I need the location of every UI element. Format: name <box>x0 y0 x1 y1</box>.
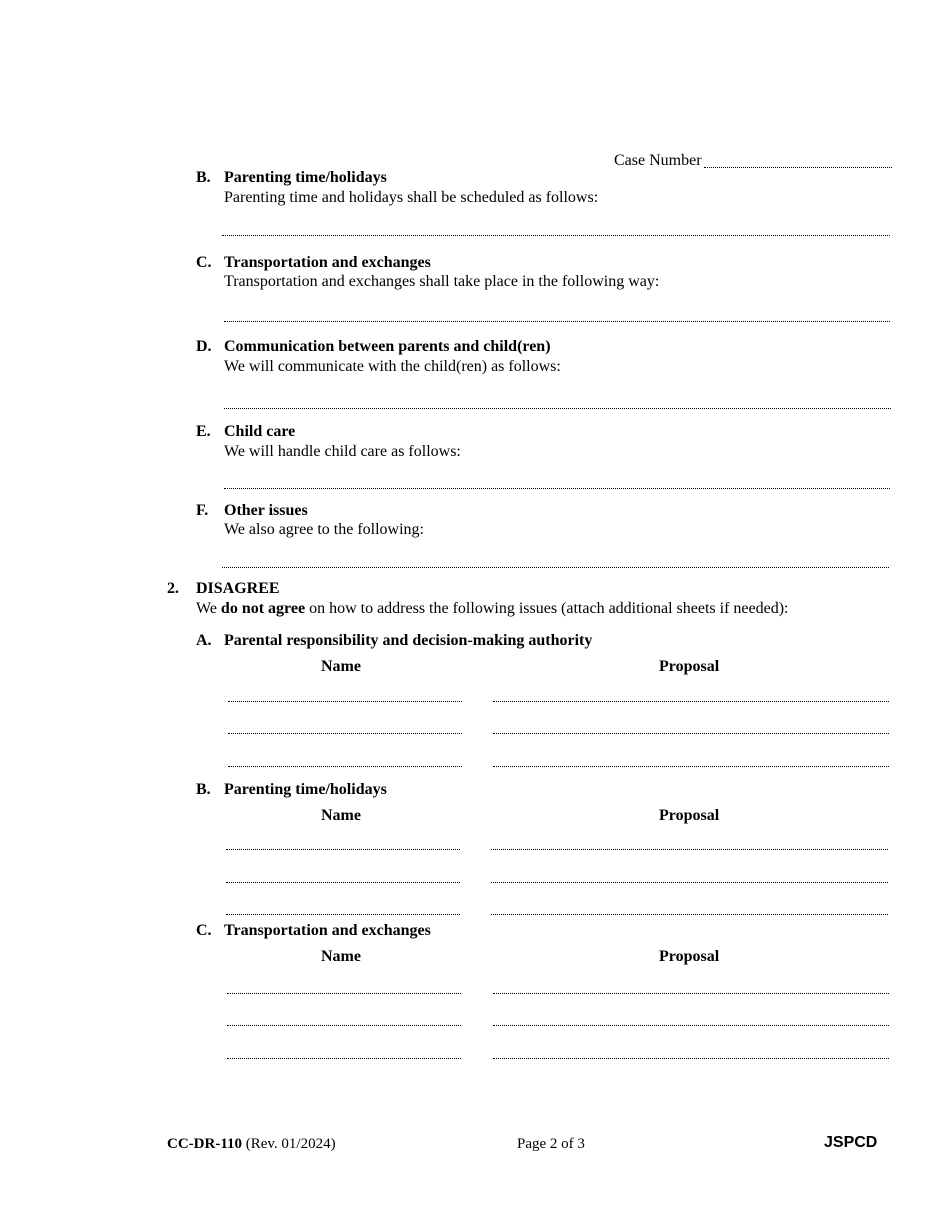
section-b-instruction: Parenting time and holidays shall be scheduled as follows: <box>224 189 599 206</box>
footer-form-id <box>167 1136 336 1153</box>
disagree-intro-post: on how to address the following issues (attach additional sheets if needed): <box>305 600 789 617</box>
section-e-instruction: We will handle child care as follows: <box>224 443 461 460</box>
proposal-header: Proposal <box>659 807 720 824</box>
proposal-field[interactable] <box>493 684 889 702</box>
transportation-field[interactable] <box>224 304 890 322</box>
disagree-number: 2. <box>167 580 179 597</box>
proposal-field[interactable] <box>493 749 889 767</box>
section-d-instruction: We will communicate with the child(ren) as follows: <box>224 358 561 375</box>
name-field[interactable] <box>227 1041 461 1059</box>
disagree-intro <box>196 600 789 618</box>
proposal-field[interactable] <box>493 716 889 734</box>
disagree-intro-pre: We <box>196 600 221 617</box>
proposal-header: Proposal <box>659 658 720 675</box>
disagree-title: DISAGREE <box>196 580 280 597</box>
name-header: Name <box>321 658 361 675</box>
parenting-time-field[interactable] <box>222 218 890 236</box>
proposal-field[interactable] <box>493 1008 889 1026</box>
section-d-title: Communication between parents and child(ren) <box>224 338 551 355</box>
section-d-letter: D. <box>196 338 212 355</box>
section-f-title: Other issues <box>224 502 308 519</box>
case-number-label: Case Number <box>614 152 702 169</box>
section-c-instruction: Transportation and exchanges shall take place in the following way: <box>224 273 660 290</box>
section-e-title: Child care <box>224 423 296 440</box>
section-b-title: Parenting time/holidays <box>224 169 387 186</box>
form-id: CC-DR-110 <box>167 1136 242 1152</box>
name-header: Name <box>321 948 361 965</box>
section-f-letter: F. <box>196 502 209 519</box>
disagree-b-letter: B. <box>196 781 211 798</box>
form-revision: (Rev. 01/2024) <box>242 1136 336 1152</box>
disagree-c-letter: C. <box>196 922 212 939</box>
proposal-field[interactable] <box>493 1041 889 1059</box>
section-b-letter: B. <box>196 169 211 186</box>
disagree-intro-bold: do not agree <box>220 600 306 617</box>
case-number-field[interactable] <box>704 150 892 168</box>
proposal-field[interactable] <box>491 865 888 883</box>
name-header: Name <box>321 807 361 824</box>
section-f-instruction: We also agree to the following: <box>224 521 424 538</box>
disagree-a-letter: A. <box>196 632 212 649</box>
child-care-field[interactable] <box>224 471 890 489</box>
name-field[interactable] <box>226 832 460 850</box>
proposal-field[interactable] <box>491 897 888 915</box>
disagree-b-title: Parenting time/holidays <box>224 781 387 798</box>
proposal-header: Proposal <box>659 948 720 965</box>
name-field[interactable] <box>227 1008 461 1026</box>
disagree-c-title: Transportation and exchanges <box>224 922 431 939</box>
disagree-a-title: Parental responsibility and decision-making authority <box>224 632 593 649</box>
proposal-field[interactable] <box>491 832 888 850</box>
section-c-title: Transportation and exchanges <box>224 254 431 271</box>
name-field[interactable] <box>226 865 460 883</box>
name-field[interactable] <box>228 749 462 767</box>
section-e-letter: E. <box>196 423 211 440</box>
name-field[interactable] <box>226 897 460 915</box>
proposal-field[interactable] <box>493 976 889 994</box>
other-issues-field[interactable] <box>222 550 889 568</box>
name-field[interactable] <box>228 684 462 702</box>
communication-field[interactable] <box>224 391 891 409</box>
section-c-letter: C. <box>196 254 212 271</box>
footer-agency: JSPCD <box>824 1134 878 1151</box>
name-field[interactable] <box>228 716 462 734</box>
name-field[interactable] <box>227 976 461 994</box>
footer-page-number: Page 2 of 3 <box>517 1136 585 1152</box>
